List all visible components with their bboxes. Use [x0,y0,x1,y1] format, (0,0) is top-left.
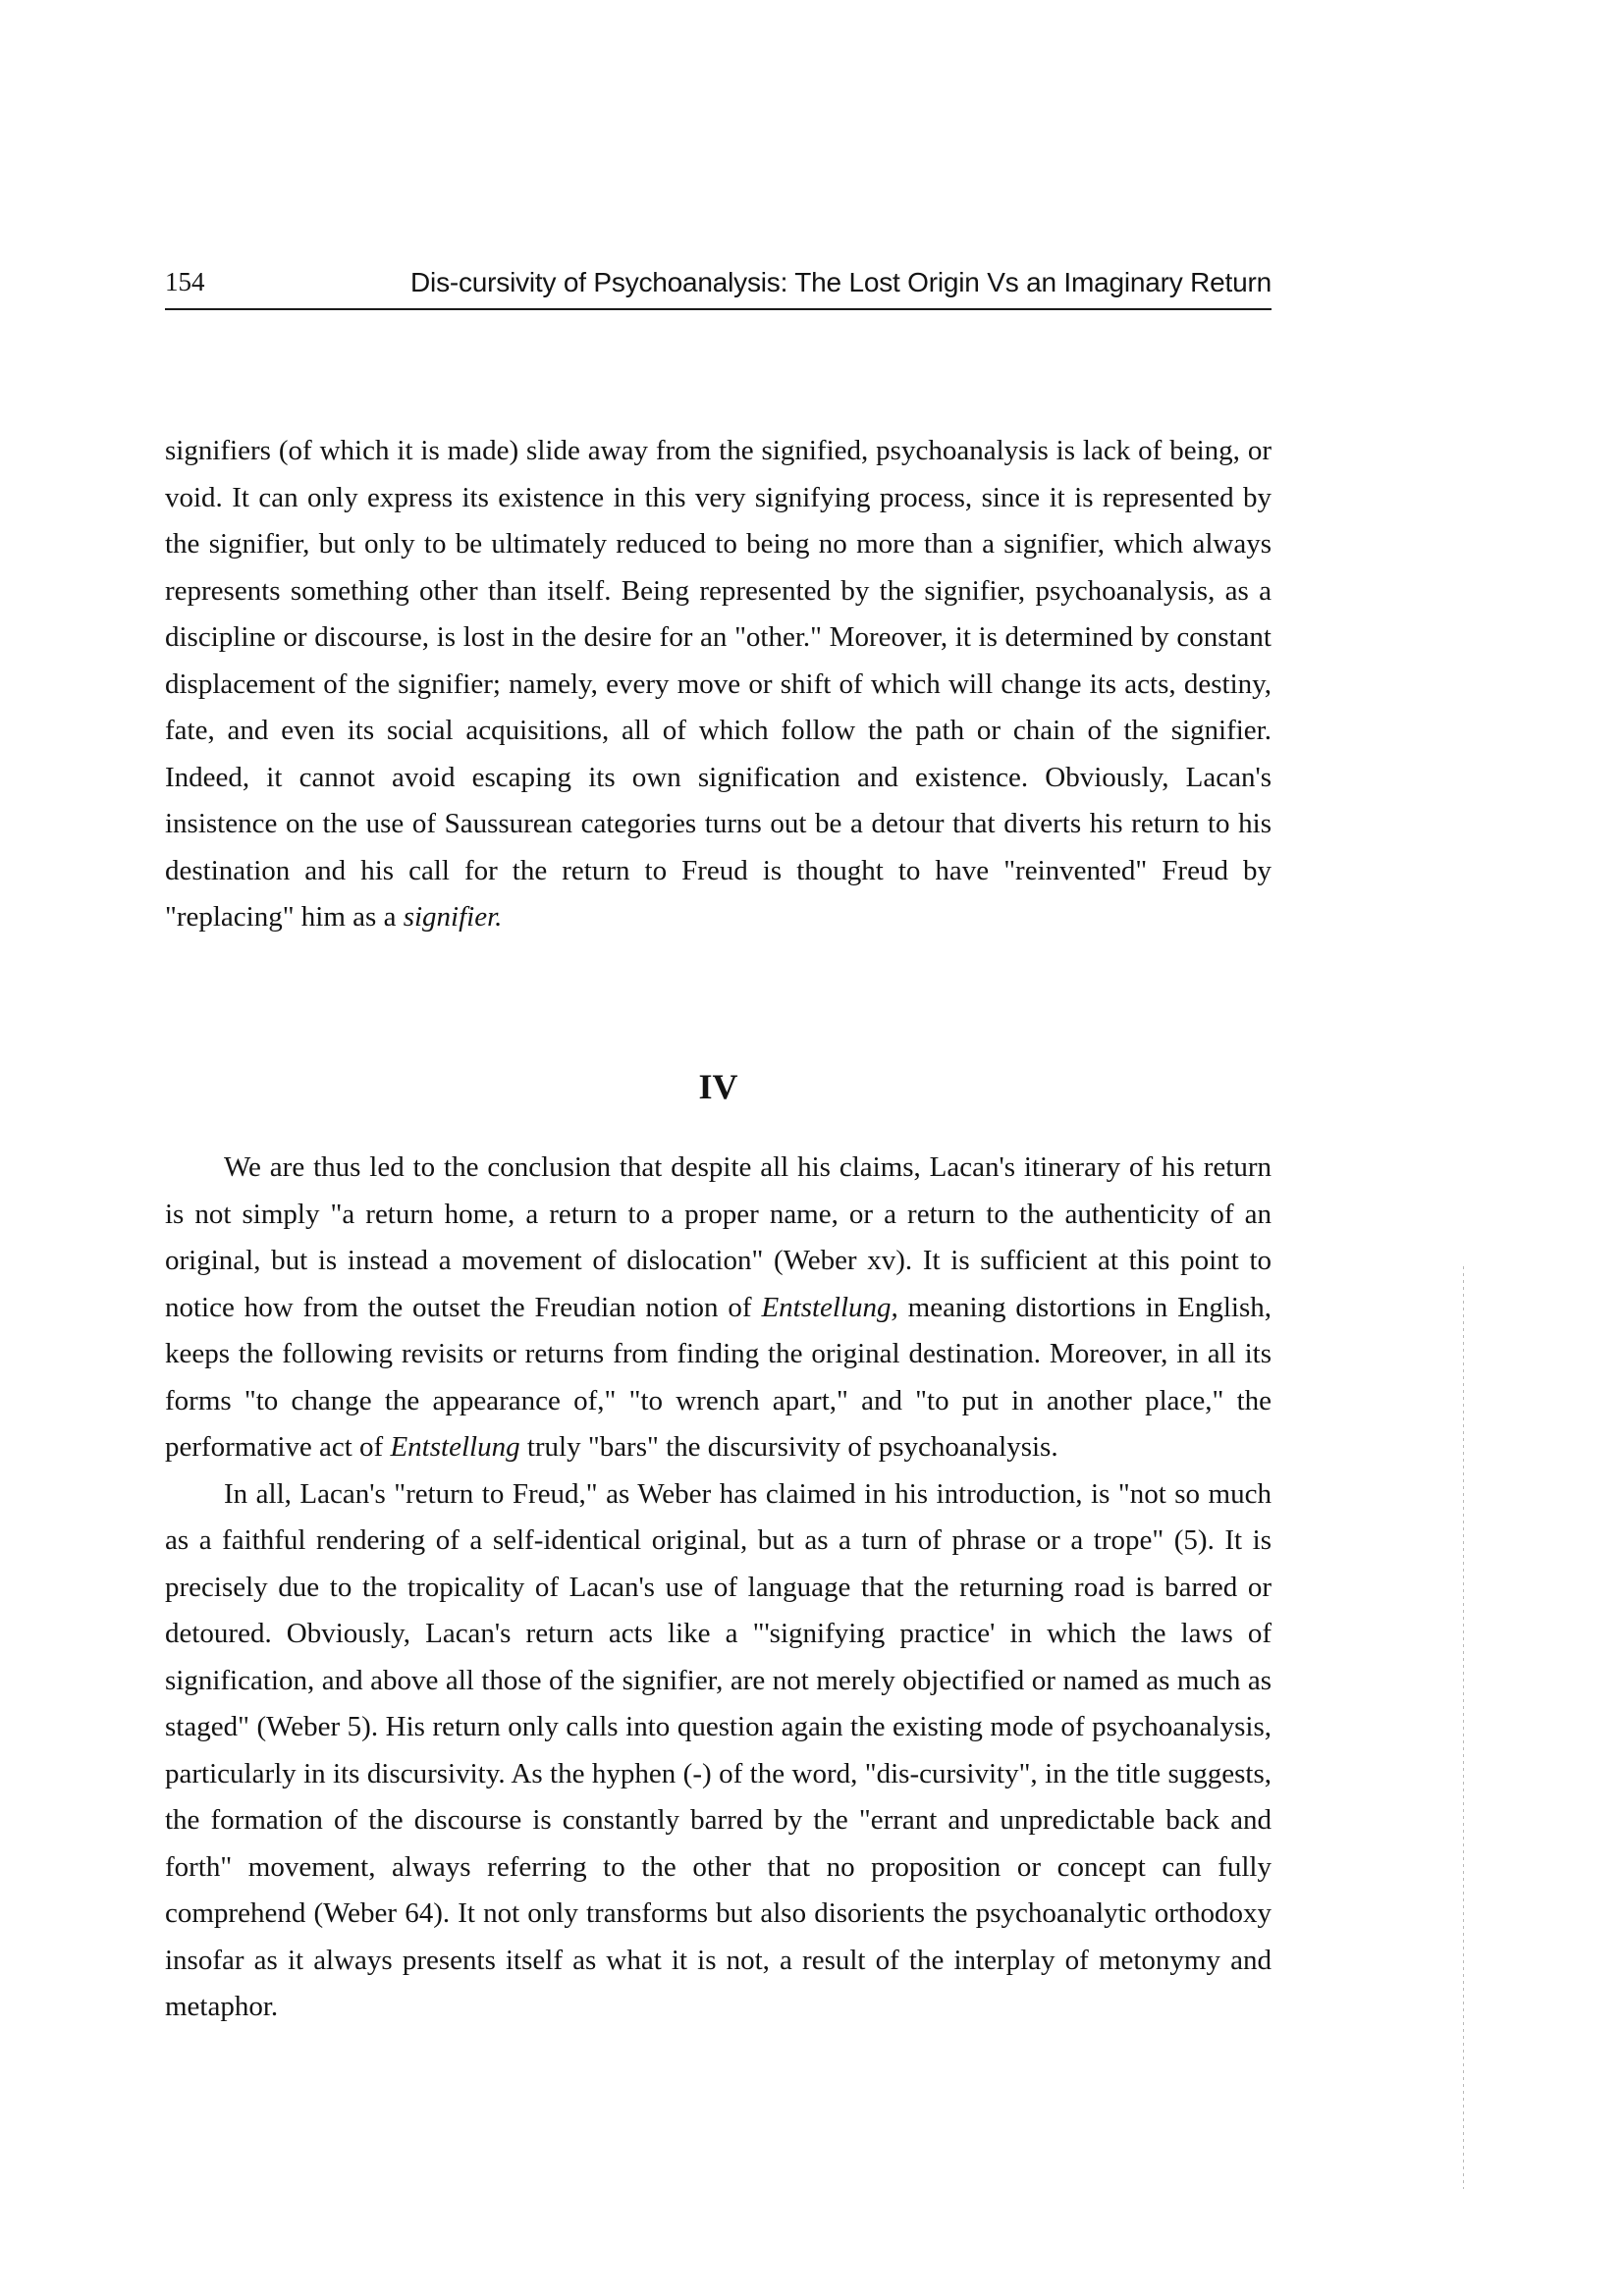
paragraph-3-text: In all, Lacan's "return to Freud," as Weber has claimed in his introduction, is "not so much as a faithful rendering of a self-identical original, but as a turn of phrase or a trope" (5). It is precisely due to the tropicality of Lacan's use of language that the returning road is barred or detoured. Obviously, Lacan's return acts like a "'signifying practice' in which the laws of signification, and above all those of the signifier, are not merely objectified or named as much as staged" (Weber 5). His return only calls into question again the existing mode of psychoanalysis, particularly in its discursivity. As the hyphen (-) of the word, "dis-cursivity", in the title suggests, the formation of the discourse is constantly barred by the "errant and unpredictable back and forth" movement, always referring to the other that no proposition or concept can fully comprehend (Weber 64). It not only transforms but also disorients the psychoanalytic orthodoxy insofar as it always presents itself as what it is not, a result of the interplay of metonymy and metaphor. [165,1477,1272,2022]
page-number: 154 [165,267,205,296]
paragraph-1-italic: signifier. [403,901,503,933]
scan-edge-line [1463,1266,1464,2189]
running-title: Dis-cursivity of Psychoanalysis: The Lost Origin Vs an Imaginary Return [410,267,1272,297]
paragraph-1-text: signifiers (of which it is made) slide away from the signified, psychoanalysis is lack of being, or void. It can only express its existence in this very signifying process, since it is represented by the signifier, but only to be ultimately reduced to being no more than a signifier, which always represents something other than itself. Being represented by the signifier, psychoanalysis, as a discipline or discourse, is lost in the desire for an "other." Moreover, it is determined by constant displacement of the signifier; namely, every move or shift of which will change its acts, destiny, fate, and even its social acquisitions, all of which follow the path or chain of the signifier. Indeed, it cannot avoid escaping its own signification and existence. Obviously, Lacan's insistence on the use of Saussurean categories turns out be a detour that diverts his return to his destination and his call for the return to Freud is thought to have "reinvented" Freud by "replacing" him as a [165,435,1272,933]
body-paragraph-1 [165,428,1272,941]
body-paragraph-2 [165,1145,1272,1471]
section-heading: IV [698,1067,738,1106]
paragraph-2-part-b: meaning distortions in English, keeps the following revisits or returns from finding the original destination. Moreover, in all its forms "to change the appearance of," "to wrench apart," and "to put in another place," the performative act of [165,1291,1272,1463]
section-iv-body [165,1145,1272,2031]
paragraph-2-italic-1: Entstellung, [761,1291,898,1323]
body-paragraph-3 [165,1471,1272,2031]
paragraph-2-italic-2: Entstellung [390,1431,520,1463]
paragraph-2-part-a: We are thus led to the conclusion that despite all his claims, Lacan's itinerary of his return is not simply "a return home, a return to a proper name, or a return to the authenticity of an original, but is instead a movement of dislocation" (Weber xv). It is sufficient at this point to notice how from the outset the Freudian notion of [165,1151,1272,1323]
running-header [165,265,1272,310]
paragraph-2-part-c: truly "bars" the discursivity of psychoanalysis. [519,1431,1058,1463]
